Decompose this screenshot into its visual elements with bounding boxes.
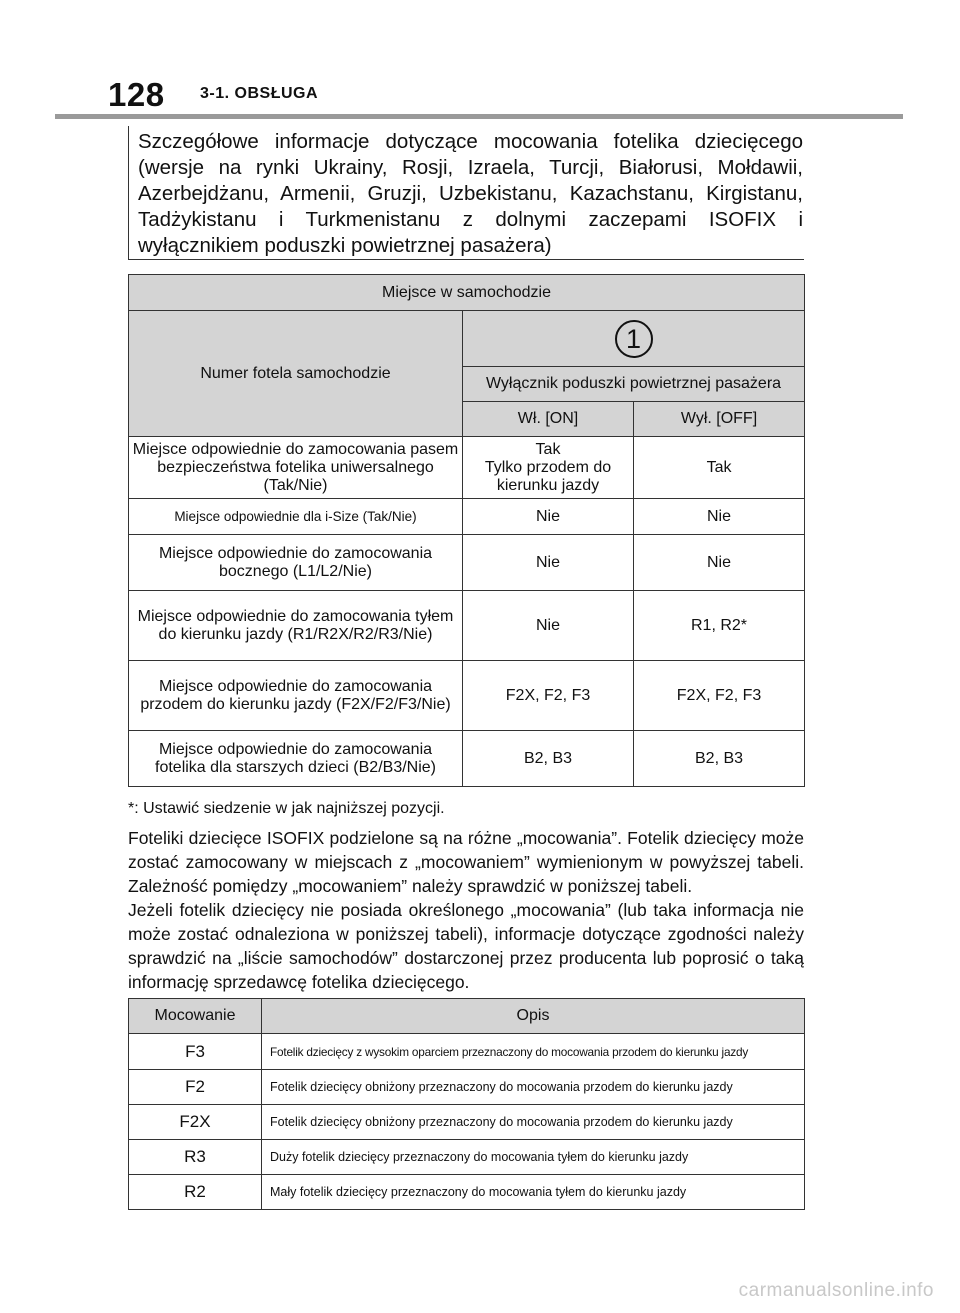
fixture-description: Fotelik dziecięcy obniżony przeznaczony do mocowania przodem do kierunku jazdy (262, 1105, 805, 1140)
table-row (129, 1140, 805, 1175)
page-header (0, 0, 960, 120)
fixture-table (128, 998, 805, 1210)
footnote: *: Ustawić siedzenie w jak najniższej pozycji. (128, 800, 445, 817)
table-row (129, 661, 805, 731)
fixture-code: F2 (129, 1070, 262, 1105)
table-row (129, 1070, 805, 1105)
seat-number-label: Numer fotela samochodzie (129, 311, 463, 437)
table-row (129, 499, 805, 535)
seat-number-cell (463, 311, 805, 367)
body-text (128, 826, 804, 994)
page-number: 128 (108, 76, 165, 113)
column-header-off: Wył. [OFF] (634, 402, 805, 437)
paragraph: Foteliki dziecięce ISOFIX podzielone są na różne „mocowania”. Fotelik dziecięcy może zostać zamocowany w miejscach z „mocowaniem” wymienionym w powyższej tabeli. Zależność pomiędzy „mocowaniem” należy sprawdzić w poniższej tabeli. (128, 828, 804, 896)
fixture-code: F3 (129, 1034, 262, 1070)
row-value-off: B2, B3 (634, 731, 805, 787)
row-value-off: Nie (634, 535, 805, 591)
row-value-off: Tak (634, 437, 805, 499)
table-row (129, 731, 805, 787)
table-row (129, 535, 805, 591)
column-header-description: Opis (262, 999, 805, 1034)
row-label: Miejsce odpowiednie do zamocowania tyłem do kierunku jazdy (R1/R2X/R2/R3/Nie) (129, 591, 463, 661)
fixture-description: Fotelik dziecięcy obniżony przeznaczony do mocowania przodem do kierunku jazdy (262, 1070, 805, 1105)
row-value-on-line: Tak (535, 440, 561, 458)
paragraph: Jeżeli fotelik dziecięcy nie posiada określonego „mocowania” (lub taka informacja nie może zostać odnaleziona w poniższej tabeli), informacje dotyczące zgodności należy sprawdzić na „liście samochodów” dostarczonej przez producenta lub poprosić o taką informację sprzedawcę fotelika dziecięcego. (128, 900, 804, 992)
fixture-description: Mały fotelik dziecięcy przeznaczony do mocowania tyłem do kierunku jazdy (262, 1175, 805, 1210)
table-title: Miejsce w samochodzie (129, 275, 805, 311)
seat-number-circle-icon: 1 (615, 320, 653, 358)
row-value-on: Nie (463, 591, 634, 661)
table-row (129, 591, 805, 661)
column-header-on: Wł. [ON] (463, 402, 634, 437)
row-label: Miejsce odpowiednie do zamocowania przodem do kierunku jazdy (F2X/F2/F3/Nie) (129, 661, 463, 731)
header-divider (55, 114, 903, 119)
table-row (129, 437, 805, 499)
section-title: 3-1. OBSŁUGA (200, 85, 319, 102)
row-value-on: Nie (463, 535, 634, 591)
row-label: Miejsce odpowiednie do zamocowania fotelika dla starszych dzieci (B2/B3/Nie) (129, 731, 463, 787)
row-value-on-line: Tylko przodem do kierunku jazdy (484, 458, 612, 494)
row-value-on: F2X, F2, F3 (463, 661, 634, 731)
row-value-on: B2, B3 (463, 731, 634, 787)
fixture-code: F2X (129, 1105, 262, 1140)
row-value-off: R1, R2* (634, 591, 805, 661)
row-value-off: Nie (634, 499, 805, 535)
row-label: Miejsce odpowiednie do zamocowania pasem bezpieczeństwa fotelika uniwersalnego (Tak/Nie) (129, 437, 463, 499)
table-row (129, 1175, 805, 1210)
column-header-fixture: Mocowanie (129, 999, 262, 1034)
fixture-description: Duży fotelik dziecięcy przeznaczony do mocowania tyłem do kierunku jazdy (262, 1140, 805, 1175)
airbag-switch-label: Wyłącznik poduszki powietrznej pasażera (463, 367, 805, 402)
fixture-description: Fotelik dziecięcy z wysokim oparciem przeznaczony do mocowania przodem do kierunku jazdy (262, 1034, 805, 1070)
watermark: carmanualsonline.info (738, 1280, 934, 1301)
row-label: Miejsce odpowiednie do zamocowania bocznego (L1/L2/Nie) (129, 535, 463, 591)
row-value-off: F2X, F2, F3 (634, 661, 805, 731)
row-value-on: Nie (463, 499, 634, 535)
intro-heading: Szczegółowe informacje dotyczące mocowania fotelika dziecięcego (wersje na rynki Ukrainy, Rosji, Izraela, Turcji, Białorusi, Mołdawii, Azerbejdżanu, Armenii, Gruzji, Uzbekistanu, Kazachstanu, Kirgistanu, Tadżykistanu i Turkmenistanu z dolnymi zaczepami ISOFIX i wyłącznikiem poduszki powietrznej pasażera) (138, 130, 803, 257)
seat-suitability-table (128, 274, 805, 787)
table-row (129, 1034, 805, 1070)
fixture-code: R3 (129, 1140, 262, 1175)
row-label: Miejsce odpowiednie dla i-Size (Tak/Nie) (129, 499, 463, 535)
row-value-on (463, 437, 634, 499)
table-row (129, 1105, 805, 1140)
fixture-code: R2 (129, 1175, 262, 1210)
